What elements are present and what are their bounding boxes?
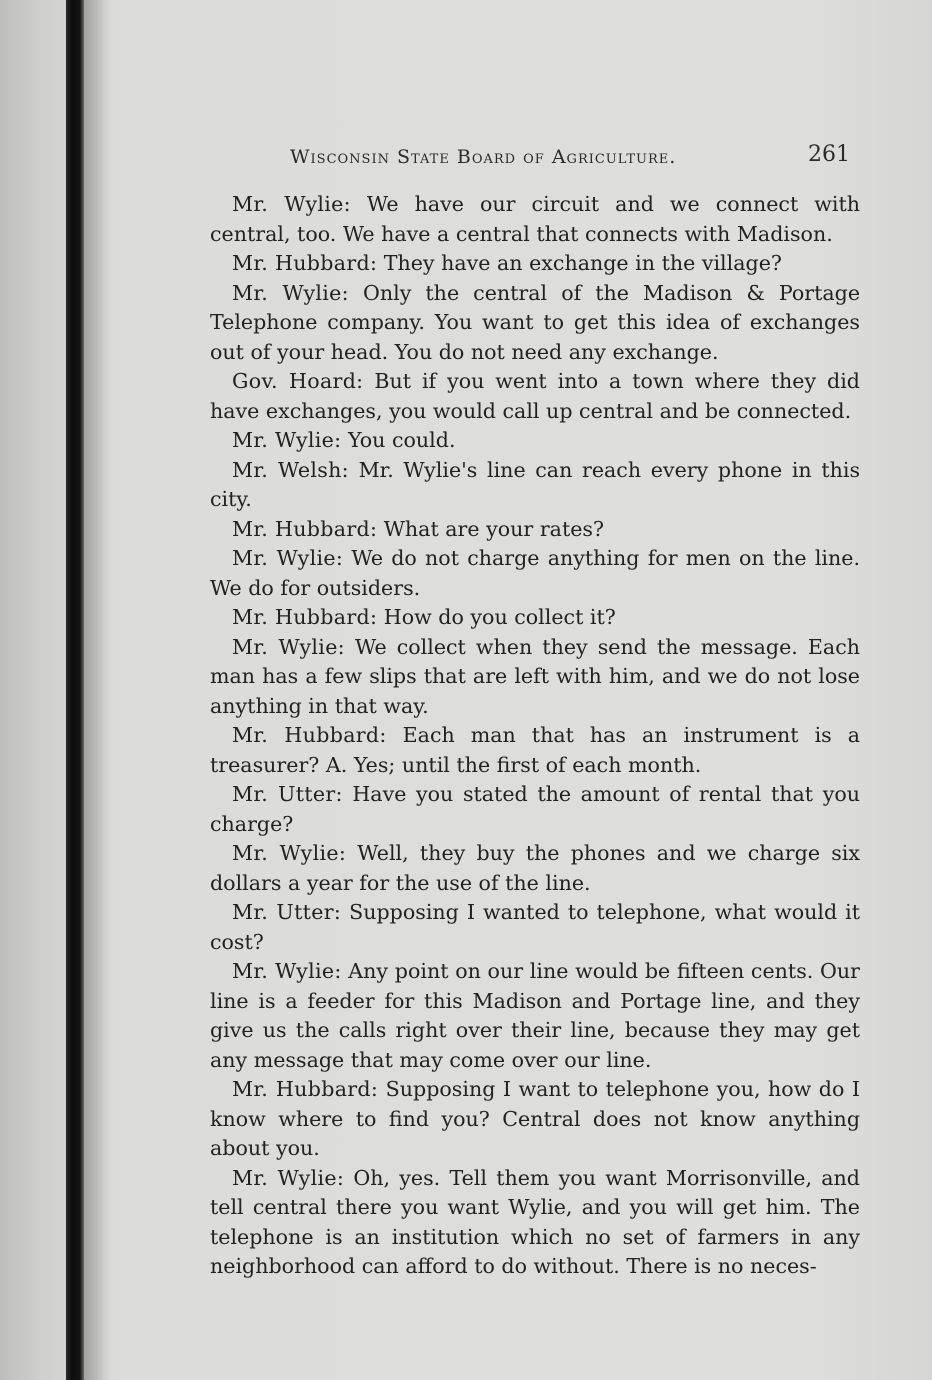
speaker-label: Mr. Wylie: [232, 428, 342, 452]
speaker-label: Mr. Hubbard: [232, 1077, 379, 1101]
paragraph-text: We do not charge anything for men on the line. We do for outsiders. [210, 546, 860, 600]
speaker-label: Mr. Wylie: [232, 546, 344, 570]
speaker-label: Mr. Wylie: [232, 634, 345, 659]
paragraph-text: We collect when they send the message. Each man has a few slips that are left with him, and we do not lose anything in that way. [210, 634, 860, 718]
book-spine-shadow [66, 0, 84, 1380]
paragraph-text: Each man that has an instrument is a treasurer? A. Yes; until the first of each month. [210, 723, 860, 777]
speaker-label: Mr. Wylie: [232, 192, 351, 216]
paragraph [210, 839, 860, 898]
speaker-label: Mr. Hubbard: [232, 723, 387, 747]
paragraph [210, 633, 860, 722]
paragraph-text: How do you collect it? [383, 605, 616, 629]
paragraph [210, 367, 860, 426]
paragraph [210, 249, 860, 279]
speaker-label: Mr. Hubbard: [232, 605, 378, 629]
paragraph [210, 426, 860, 456]
paragraph [210, 603, 860, 633]
paragraph-text: Only the central of the Madison & Portage Telephone company. You want to get this idea of exchanges out of your head. You do not need any exchange. [210, 280, 861, 364]
speaker-label: Mr. Wylie: [232, 280, 349, 305]
paragraph-text: But if you went into a town where they did have exchanges, you would call up central and be connected. [210, 369, 860, 423]
running-title: Wisconsin State Board of Agriculture. [290, 146, 677, 168]
paragraph [210, 515, 860, 545]
gutter-shadow [84, 0, 110, 1380]
paragraph [210, 957, 860, 1075]
paragraph-text: Mr. Wylie's line can reach every phone in this city. [210, 457, 861, 511]
page-number: 261 [808, 142, 850, 167]
speaker-label: Mr. Utter: [232, 900, 342, 924]
paragraph-text: Any point on our line would be fifteen cents. Our line is a feeder for this Madison and Portage line, and they give us the calls right over their line, because they may get any message that may come over our line. [210, 959, 861, 1072]
paragraph-text: Supposing I want to telephone you, how do I know where to find you? Central does not know anything about you. [210, 1077, 860, 1160]
paragraph-text: Supposing I wanted to telephone, what would it cost? [210, 900, 860, 954]
paragraph [210, 1164, 860, 1282]
paragraph-text: Have you stated the amount of rental that you charge? [210, 782, 860, 836]
paragraph [210, 279, 860, 368]
page-header [290, 140, 850, 176]
paragraph-text: Well, they buy the phones and we charge six dollars a year for the use of the line. [210, 841, 860, 895]
paragraph [210, 1075, 860, 1164]
body-text [210, 190, 860, 1282]
speaker-label: Mr. Wylie: [232, 1165, 345, 1190]
speaker-label: Mr. Welsh: [232, 457, 349, 482]
speaker-label: Gov. Hoard: [232, 369, 364, 393]
paragraph [210, 544, 860, 603]
paragraph-text: They have an exchange in the village? [383, 251, 782, 275]
paragraph-text: Oh, yes. Tell them you want Morrisonville, and tell central there you want Wylie, and you will get him. The telephone is an institution which no set of farmers in any neighborhood can afford to do without. There is no neces- [210, 1165, 860, 1278]
paragraph [210, 456, 860, 515]
paragraph-text: You could. [347, 428, 456, 452]
speaker-label: Mr. Wylie: [232, 841, 347, 865]
speaker-label: Mr. Hubbard: [232, 251, 378, 275]
paragraph-text: We have our circuit and we connect with central, too. We have a central that connects with Madison. [210, 192, 860, 246]
paragraph [210, 721, 860, 780]
speaker-label: Mr. Wylie: [232, 959, 342, 983]
speaker-label: Mr. Hubbard: [232, 516, 378, 541]
paragraph-text: What are your rates? [383, 516, 605, 541]
paragraph [210, 780, 860, 839]
paragraph [210, 190, 860, 249]
paragraph [210, 898, 860, 957]
speaker-label: Mr. Utter: [232, 782, 343, 806]
